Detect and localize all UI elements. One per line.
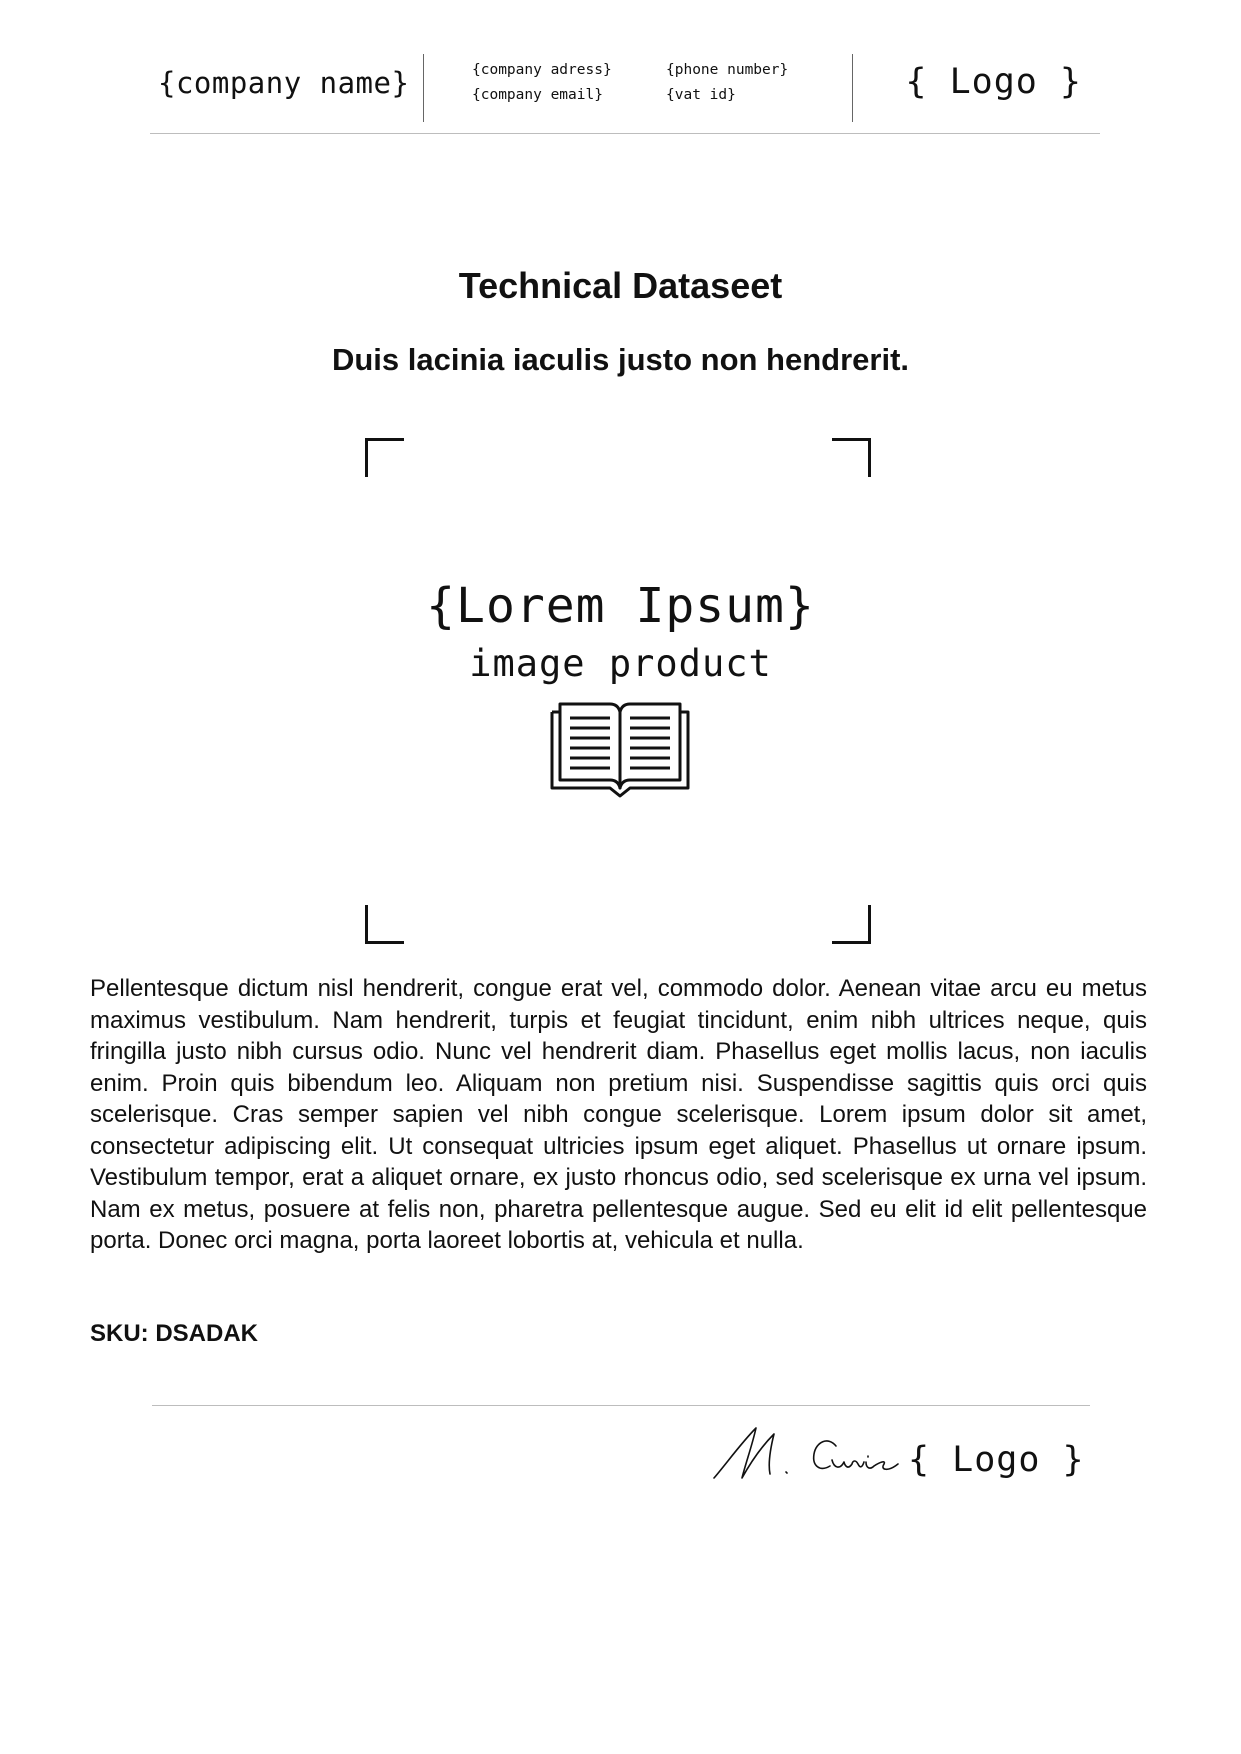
header-divider-right [852, 54, 853, 122]
frame-corner-bottom-left [365, 905, 404, 944]
company-name: {company name} [158, 66, 410, 100]
header-rule [150, 133, 1100, 134]
sku-label: SKU: DSADAK [90, 1320, 258, 1347]
vat-id: {vat id} [666, 87, 736, 103]
page-header [150, 50, 1100, 132]
footer-logo: { Logo } [908, 1440, 1085, 1480]
phone-number: {phone number} [666, 62, 789, 78]
company-address: {company adress} [472, 62, 612, 78]
signature-image [712, 1420, 904, 1490]
image-placeholder-title: {Lorem Ipsum} [426, 578, 815, 634]
body-paragraph: Pellentesque dictum nisl hendrerit, congue erat vel, commodo dolor. Aenean vitae arcu eu metus maximus vestibulum. Nam hendrerit, turpis et feugiat tincidunt, enim nibh ultrices neque, quis fringilla justo nibh cursus odio. Nunc vel hendrerit diam. Phasellus eget mollis lacus, non iaculis enim. Proin quis bibendum leo. Aliquam non pretium nisi. Suspendisse sagittis quis orci quis scelerisque. Cras semper sapien vel nibh congue scelerisque. Lorem ipsum dolor sit amet, consectetur adipiscing elit. Ut consequat ultricies ipsum eget aliquet. Phasellus ut ornare ipsum. Vestibulum tempor, erat a aliquet ornare, ex justo rhoncus odio, sed scelerisque ex urna vel ipsum. Nam ex metus, posuere at felis non, pharetra pellentesque augue. Sed eu elit id elit pellentesque porta. Donec orci magna, porta laoreet lobortis at, vehicula et nulla. [90, 975, 1147, 1254]
contact-column-left [472, 58, 612, 108]
frame-corner-top-right [832, 438, 871, 477]
header-divider-left [423, 54, 424, 122]
header-logo: { Logo } [905, 62, 1082, 102]
image-placeholder-subtitle: image product [469, 642, 772, 685]
contact-column-right [666, 58, 788, 108]
frame-corner-top-left [365, 438, 404, 477]
document-title: Technical Dataseet [458, 265, 783, 306]
company-email: {company email} [472, 87, 603, 103]
book-icon [548, 700, 692, 800]
frame-corner-bottom-right [832, 905, 871, 944]
footer-rule [152, 1405, 1090, 1406]
document-subtitle: Duis lacinia iaculis justo non hendrerit. [331, 342, 910, 377]
